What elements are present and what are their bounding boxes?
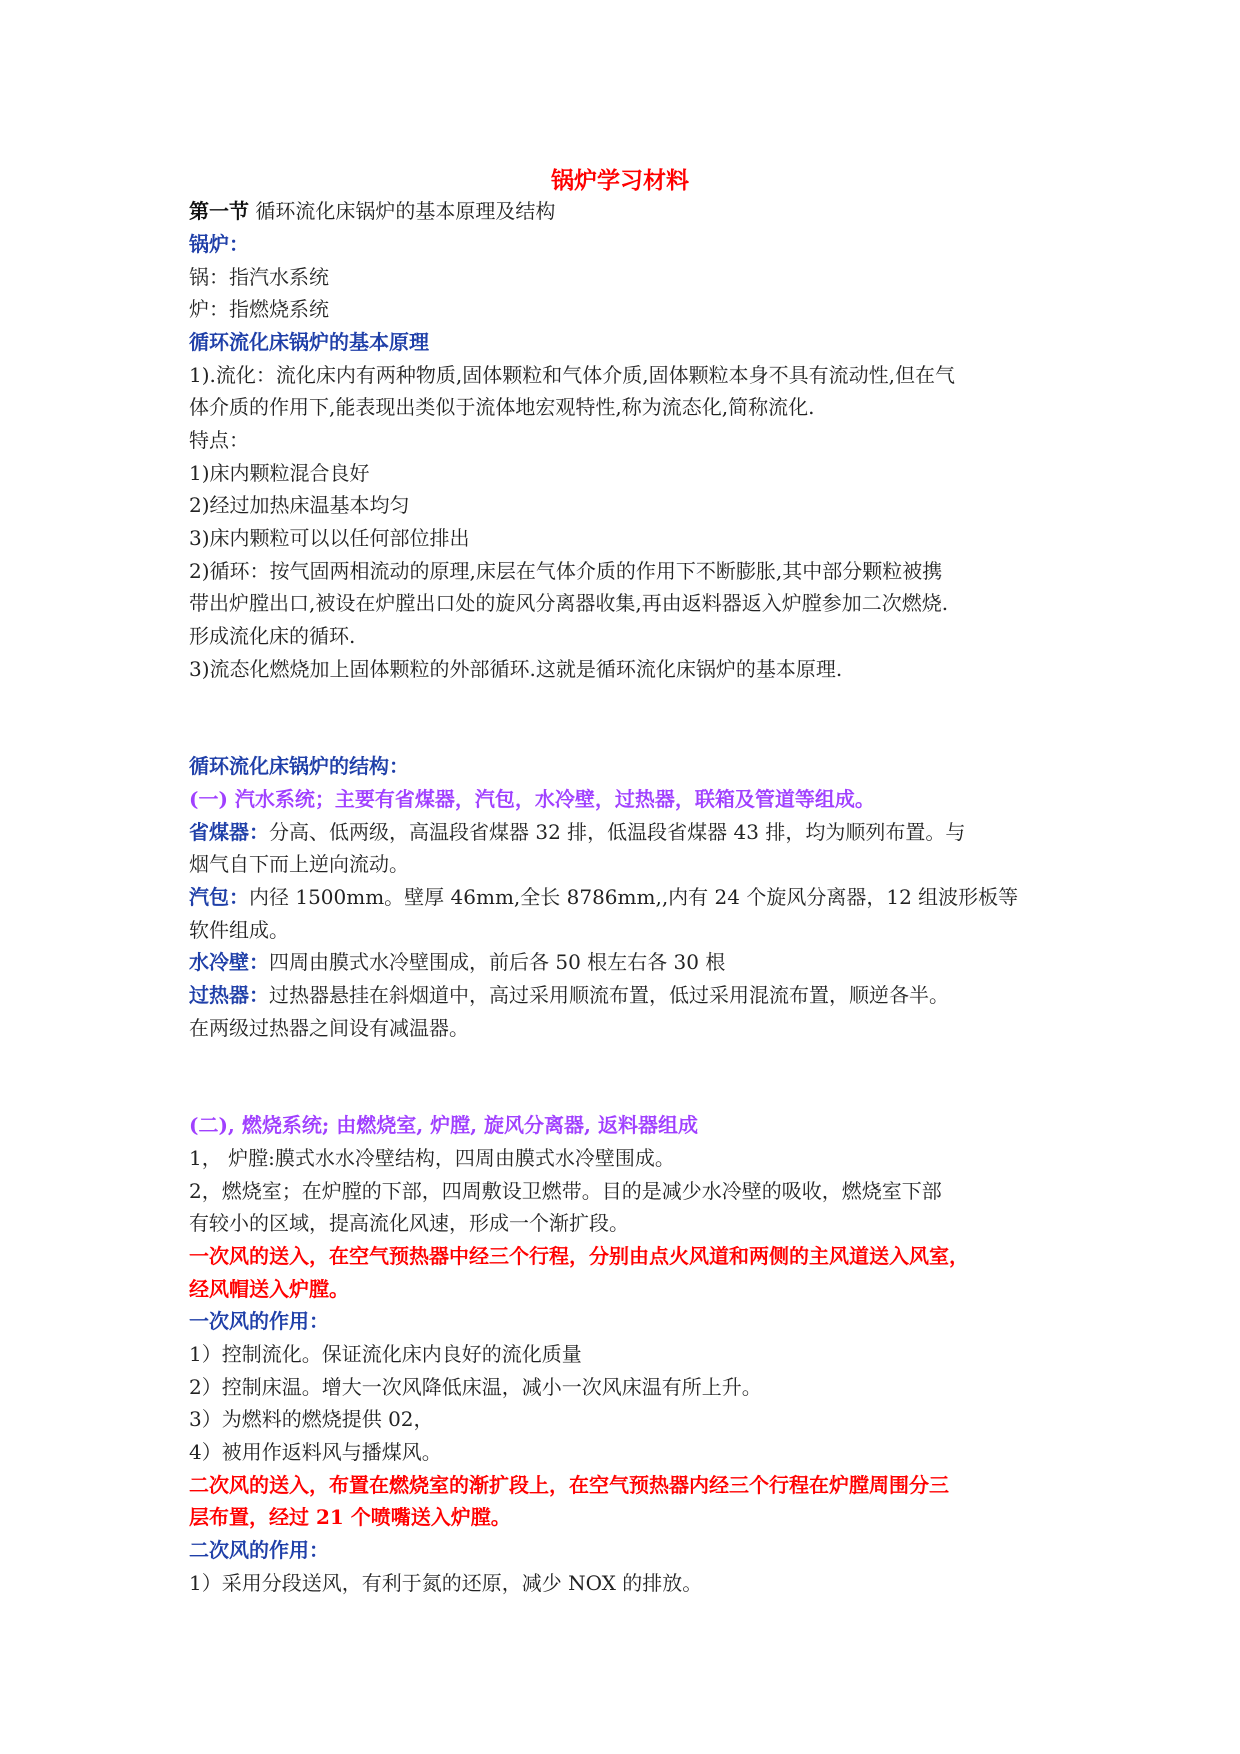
principle-heading: 循环流化床锅炉的基本原理 [189, 330, 429, 354]
section-title: 循环流化床锅炉的基本原理及结构 [249, 199, 556, 223]
drum-label: 汽包： [189, 885, 249, 909]
water-wall-line [189, 948, 1069, 976]
water-wall-text: 四周由膜式水冷壁围成，前后各 50 根左右各 30 根 [269, 950, 726, 974]
combustion-item-2-line-2: 有较小的区域，提高流化风速，形成一个渐扩段。 [189, 1211, 629, 1235]
document-title: 锅炉学习材料 [551, 167, 689, 194]
superheater-line-2: 在两级过热器之间设有减温器。 [189, 1016, 469, 1040]
primary-air-emphasis-line-2: 经风帽送入炉膛。 [189, 1277, 349, 1301]
boiler-guo-definition: 锅：指汽水系统 [189, 265, 329, 289]
secondary-air-role-1: 1）采用分段送风，有利于氮的还原，减少 NOX 的排放。 [189, 1571, 703, 1595]
primary-air-role-heading: 一次风的作用： [189, 1309, 329, 1333]
superheater-text: 过热器悬挂在斜烟道中，高过采用顺流布置，低过采用混流布置，顺逆各半。 [269, 983, 949, 1007]
water-wall-label: 水冷壁： [189, 950, 269, 974]
economizer-line-1 [189, 818, 1069, 846]
combustion-item-1: 1， 炉膛:膜式水水冷壁结构，四周由膜式水冷壁围成。 [189, 1146, 675, 1170]
superheater-label: 过热器： [189, 983, 269, 1007]
drum-text: 内径 1500mm。壁厚 46mm,全长 8786mm,,内有 24 个旋风分离器，12 组波形板等 [249, 885, 1019, 909]
boiler-lu-definition: 炉：指燃烧系统 [189, 297, 329, 321]
secondary-air-emphasis-line-1: 二次风的送入，布置在燃烧室的渐扩段上，在空气预热器内经三个行程在炉膛周围分三 [189, 1473, 949, 1497]
economizer-label: 省煤器： [189, 820, 269, 844]
combustion-item-2-line-1: 2，燃烧室；在炉膛的下部，四周敷设卫燃带。目的是减少水冷壁的吸收，燃烧室下部 [189, 1179, 942, 1203]
economizer-line-2: 烟气自下而上逆向流动。 [189, 852, 409, 876]
combustion-system-heading: (二), 燃烧系统; 由燃烧室, 炉膛, 旋风分离器, 返料器组成 [189, 1113, 698, 1137]
structure-heading: 循环流化床锅炉的结构： [189, 754, 409, 778]
primary-air-role-1: 1）控制流化。保证流化床内良好的流化质量 [189, 1342, 582, 1366]
feature-item-1: 1)床内颗粒混合良好 [189, 461, 370, 485]
boiler-heading: 锅炉： [189, 232, 249, 256]
section-number: 第一节 [189, 199, 249, 223]
feature-item-2: 2)经过加热床温基本均匀 [189, 493, 410, 517]
principle-paragraph-2-line-2: 带出炉膛出口,被设在炉膛出口处的旋风分离器收集,再由返料器返入炉膛参加二次燃烧. [189, 591, 949, 615]
superheater-line-1 [189, 981, 1069, 1009]
primary-air-role-2: 2）控制床温。增大一次风降低床温，减小一次风床温有所上升。 [189, 1375, 762, 1399]
principle-paragraph-3: 3)流态化燃烧加上固体颗粒的外部循环.这就是循环流化床锅炉的基本原理. [189, 657, 843, 681]
principle-paragraph-1-line-1: 1).流化：流化床内有两种物质,固体颗粒和气体介质,固体颗粒本身不具有流动性,但在气 [189, 363, 955, 387]
primary-air-role-3: 3）为燃料的燃烧提供 02， [189, 1407, 434, 1431]
drum-line-1 [189, 883, 1069, 911]
feature-item-3: 3)床内颗粒可以以任何部位排出 [189, 526, 470, 550]
section-heading [189, 197, 1069, 225]
primary-air-role-4: 4）被用作返料风与播煤风。 [189, 1440, 442, 1464]
principle-paragraph-1-line-2: 体介质的作用下,能表现出类似于流体地宏观特性,称为流态化,简称流化. [189, 395, 815, 419]
features-label: 特点： [189, 428, 249, 452]
principle-paragraph-2-line-3: 形成流化床的循环. [189, 624, 356, 648]
primary-air-emphasis-line-1: 一次风的送入，在空气预热器中经三个行程，分别由点火风道和两侧的主风道送入风室， [189, 1244, 969, 1268]
secondary-air-role-heading: 二次风的作用： [189, 1538, 329, 1562]
water-system-heading: (一) 汽水系统；主要有省煤器，汽包，水冷壁，过热器，联箱及管道等组成。 [189, 787, 875, 811]
secondary-air-emphasis-line-2: 层布置，经过 21 个喷嘴送入炉膛。 [189, 1505, 511, 1529]
principle-paragraph-2-line-1: 2)循环：按气固两相流动的原理,床层在气体介质的作用下不断膨胀,其中部分颗粒被携 [189, 559, 943, 583]
drum-line-2: 软件组成。 [189, 918, 289, 942]
economizer-text: 分高、低两级，高温段省煤器 32 排，低温段省煤器 43 排，均为顺列布置。与 [269, 820, 966, 844]
